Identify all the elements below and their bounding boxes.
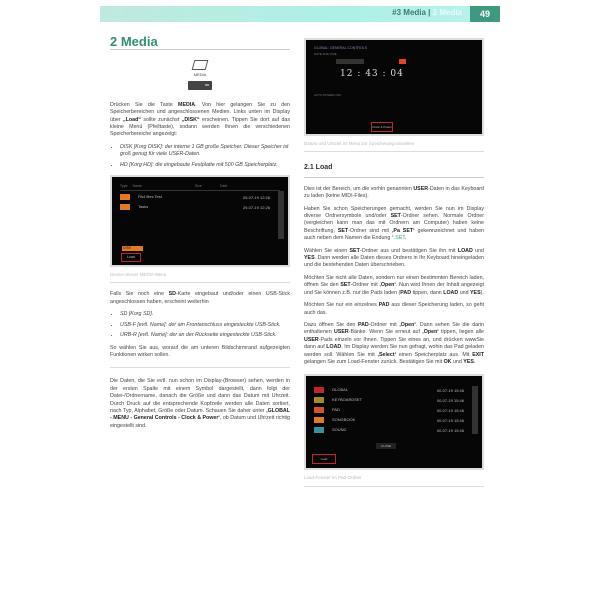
folder-icon xyxy=(120,204,130,210)
device-list xyxy=(110,311,290,339)
songbook-folder-icon xyxy=(314,417,324,423)
media-label: MEDIA xyxy=(193,72,207,78)
media-screen-screenshot xyxy=(110,175,290,267)
paragraph: Drücken Sie die Taste MEDIA. Von hier gelangen Sie zu den Speicherbereichen und angeschlossenen Medien. Links unten im Display über „Load“ sollte zunächst „DISK“ erscheinen. Tippen Sie dort auf das kleine Menü (Pfeiltaste), sodann werden Ihnen die verschiedenen Speicherbereiche angezeigt: xyxy=(110,101,290,138)
file-row: SOUND 00-07-19 15:46 xyxy=(314,426,464,434)
paragraph: Möchten Sie nicht alle Daten, sondern nur einen bestimmten Bereich laden, öffnen Sie den SET-Ordner mit ‚Open‘. Nun wird Ihnen der Inhalt angezeigt und Sie können z.B. nur die Pads laden (PAD tippen, dann LOAD und YES). xyxy=(304,274,484,296)
paragraph: Dazu öffnen Sie den PAD-Ordner mit ‚Open‘. Dann sehen Sie die darin enthaltenen USER-Bänke. Wenn Sie erneut auf ‚Open‘ tippen, liegen alle USER-Pads einzeln vor Ihnen. Tippen Sie eines an, und drücken wwwSie dann auf LOAD. Im Display werden Sie nun gefragt, wohin das Pad geladen werden soll. Wählen Sie mit ‚Select‘ einen Speicherplatz aus. Mit EXIT gelangen Sie zum Load-Fenster zurück. Bestätigen Sie mit OK und YES. xyxy=(304,321,484,365)
section-heading: 2.1 Load xyxy=(304,164,484,177)
file-row: GLOBAL 00-07-19 15:46 xyxy=(314,386,464,394)
paragraph: Falls Sie noch eine SD-Karte eingebaut und/oder einen USB-Stick angeschlossen haben, erscheint weiterhin xyxy=(110,291,290,305)
month-dropdown[interactable] xyxy=(336,59,364,64)
device-selector[interactable]: DISK xyxy=(122,246,143,251)
folder-icon xyxy=(120,194,130,200)
scrollbar[interactable] xyxy=(278,191,284,239)
paragraph: Dies ist der Bereich, um die vorhin genannten USER-Daten in das Keyboard zu laden (keine MIDI-Files). xyxy=(304,185,484,200)
screen-title: GLOBAL: GENERAL CONTROLS xyxy=(314,46,367,50)
keyboard-set-folder-icon xyxy=(314,397,324,403)
paragraph: So wählen Sie aus, worauf die am unteren Bildschirmrand aufgezeigten Funktionen wirken sollen. xyxy=(110,345,290,369)
file-row: PA4 files Test 29-07-19 12:26 xyxy=(120,193,270,201)
scrollbar[interactable] xyxy=(472,386,478,434)
file-row: KEYBOARDSET 00-07-19 15:46 xyxy=(314,396,464,404)
list-item: • SD [Korg SD]. xyxy=(120,311,290,318)
global-folder-icon xyxy=(314,387,324,393)
paragraph: Möchten Sie nur ein einzelnes PAD aus dieser Speicherung laden, so geht auch das. xyxy=(304,302,484,316)
section-label: 2 Media xyxy=(432,8,462,17)
pad-folder-icon xyxy=(314,407,324,413)
chapter-label: #3 Media | xyxy=(392,8,431,17)
pad-folder-screenshot xyxy=(304,374,484,470)
clock-power-tab[interactable]: Clock & Power xyxy=(371,122,393,132)
screen-subtitle: DATE AND TIME xyxy=(314,52,337,56)
left-column xyxy=(110,34,290,435)
auto-power-label: AUTO POWER OFF xyxy=(314,93,342,97)
close-button[interactable]: CLOSE xyxy=(376,443,396,449)
storage-list xyxy=(110,144,290,169)
load-button[interactable]: Load xyxy=(121,253,141,262)
media-key-icon xyxy=(188,81,212,90)
column-headers: Type Name Size Date xyxy=(120,183,280,191)
file-row: PAD 00-07-19 15:46 xyxy=(314,406,464,414)
paragraph: Die Daten, die Sie evtl. nun schon im Display-(Browser) sehen, werden in der ersten Spalte mit einem Symbol dargestellt, dann folgt der Datei-/Ordnername, danach die Größe und dann das Datum mit Uhrzeit. Durch Druck auf die entsprechende Kopfzeile werden alle Daten sortiert, nach Typ, Alphabet, Größe oder Datum. Schauen Sie daher unter ‚GLOBAL - MENU - General Controls - Clock & Power‘, ob Datum und Uhrzeit richtig eingestellt sind. xyxy=(110,378,290,429)
load-button[interactable]: Load xyxy=(312,454,336,464)
figure-caption: Device-Steuer MEDIA Menü xyxy=(110,271,290,283)
list-item: • HD [Korg HD]: die eingebaute Festplatte mit 500 GB Speicherplatz. xyxy=(120,162,290,169)
right-column xyxy=(304,38,484,495)
list-item: • USB-F [evtl. Name]: der am Frontanschluss eingesteckte USB-Stick. xyxy=(120,322,290,329)
breadcrumb xyxy=(392,8,462,17)
paragraph: Wählen Sie einen SET-Ordner aus und bestätigen Sie ihn mit LOAD und YES. Dann werden alle Daten dieses Ordners in Ihr Keyboard hineingeladen und die bestehenden Daten überschrieben. xyxy=(304,247,484,269)
header-bar xyxy=(100,6,500,22)
sound-folder-icon xyxy=(314,427,324,433)
time-display: 12 : 43 : 04 xyxy=(340,69,404,79)
figure-caption: Datum und Uhrzeit im Menü zur Speicherung einstellen xyxy=(304,140,484,152)
file-row: SONGBOOK 00-07-19 15:46 xyxy=(314,416,464,424)
manual-page xyxy=(100,0,500,600)
page-number: 49 xyxy=(470,6,500,22)
paragraph: Haben Sie schon Speicherungen gemacht, werden Sie nun im Display diverse Ordnersymbole und/oder SET-Ordner sehen. Normale Ordner (vergleichen kann man das mit Ordnern am Computer) haben keine Beschriftung, SET-Ordner sind mit ‚Pa SET‘ gekennzeichnet und haben auch neben dem Namen die Endung *.SET. xyxy=(304,205,484,242)
page-title: 2 Media xyxy=(110,38,290,50)
day-field[interactable] xyxy=(399,59,406,64)
list-item: • DISK [Korg DISK]: der interne 1 GB große Speicher. Dieser Speicher ist groß genug für viele USER-Daten. xyxy=(120,144,290,159)
file-row: Tasks 29-07-19 12:26 xyxy=(120,203,270,211)
list-item: • URB-R [evtl. Name]: der an der Rückseite eingesteckte USB-Stick. xyxy=(120,332,290,339)
media-icon xyxy=(192,60,209,70)
figure-caption: Load-Fenster im Pad-Ordner xyxy=(304,474,484,486)
media-button-illustration xyxy=(185,60,215,89)
global-settings-screenshot xyxy=(304,38,484,136)
